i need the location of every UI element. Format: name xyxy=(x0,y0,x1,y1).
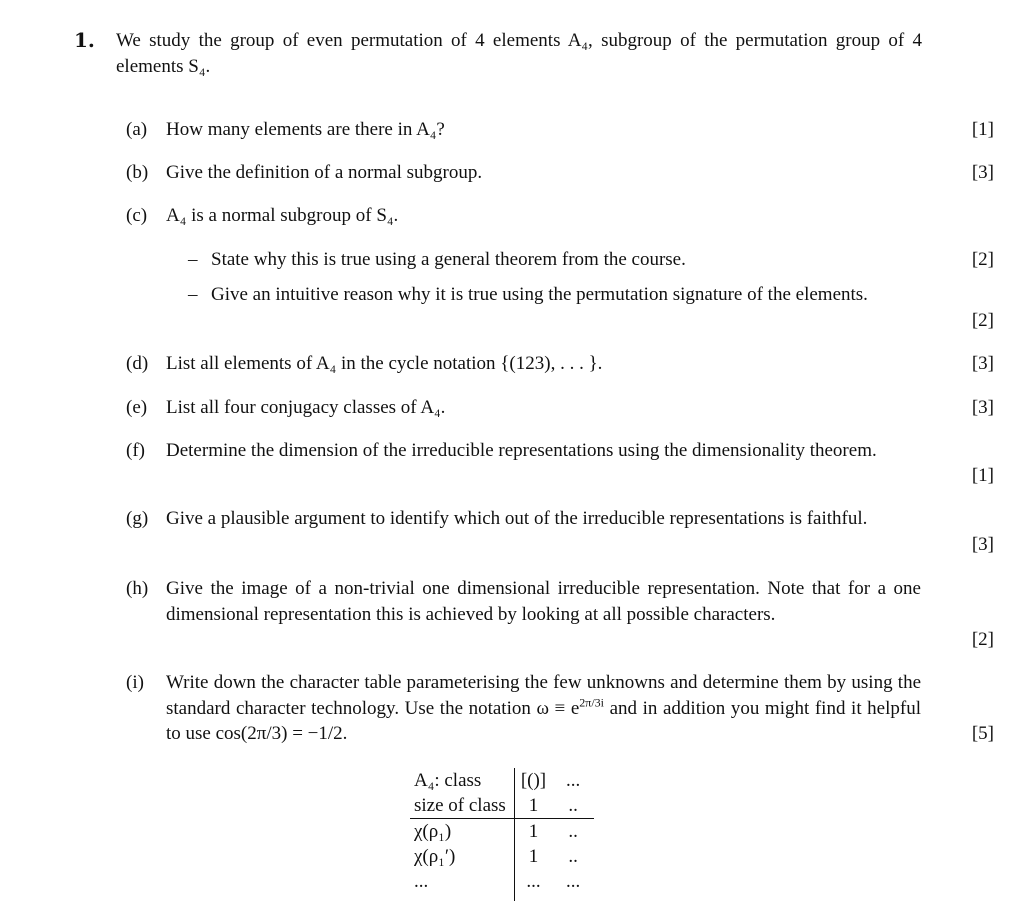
marks-a: [1] xyxy=(971,119,994,140)
marks-f: [1] xyxy=(971,465,994,486)
table-cell: ... xyxy=(514,869,552,901)
part-text: Give a plausible argument to identify which out of the irreducible representations is faithful. xyxy=(166,508,868,529)
sub-text: State why this is true using a general theorem from the course. xyxy=(211,249,686,270)
part-a xyxy=(126,117,921,143)
part-text xyxy=(166,670,921,747)
table-cell: 1 xyxy=(514,793,552,819)
part-label: (d) xyxy=(126,353,149,374)
exponent: 2π/3i xyxy=(579,695,605,710)
bullet-dash: – xyxy=(188,249,198,270)
table-cell: .. xyxy=(552,793,594,819)
bullet-dash: – xyxy=(188,284,198,305)
table-cell: χ(ρ₁′) xyxy=(414,846,456,867)
table-row xyxy=(410,793,594,819)
marks-d: [3] xyxy=(971,353,994,374)
part-d xyxy=(126,351,921,377)
table-cell: 1 xyxy=(514,819,552,845)
question-intro: We study the group of even permutation of 4 elements A₄, subgroup of the permutation group of 4 elements S₄. xyxy=(116,30,922,77)
table-cell: χ(ρ₁) xyxy=(414,821,452,842)
part-c-sub-1 xyxy=(188,247,921,273)
part-f xyxy=(126,438,921,464)
part-label: (h) xyxy=(126,578,149,599)
question-number: 1. xyxy=(74,28,95,52)
table-row xyxy=(410,819,594,845)
marks-c-2: [2] xyxy=(971,310,994,331)
part-text: Determine the dimension of the irreducible representations using the dimensionality theorem. xyxy=(166,440,877,461)
sub-text: Give an intuitive reason why it is true using the permutation signature of the elements. xyxy=(211,284,868,305)
table-row xyxy=(410,844,594,869)
part-c-sub-2 xyxy=(188,282,921,308)
part-text: List all four conjugacy classes of A₄. xyxy=(166,397,446,418)
table-cell: size of class xyxy=(410,793,514,819)
marks-h: [2] xyxy=(971,629,994,650)
part-text: Give the image of a non-trivial one dimensional irreducible representation. Note that for a one dimensional representation this is achieved by looking at all possible characters. xyxy=(166,578,921,625)
table-cell: .. xyxy=(568,821,578,842)
table-cell: ... xyxy=(414,871,429,892)
part-label: (a) xyxy=(126,119,148,140)
part-text: Give the definition of a normal subgroup. xyxy=(166,162,483,183)
table-row xyxy=(410,869,594,901)
table-cell: .. xyxy=(568,846,578,867)
marks-b: [3] xyxy=(971,162,994,183)
part-b xyxy=(126,160,921,186)
part-g xyxy=(126,506,921,532)
part-text: How many elements are there in A₄? xyxy=(166,119,445,140)
part-label: (c) xyxy=(126,205,148,226)
table-cell: ... xyxy=(566,770,581,791)
table-cell: 1 xyxy=(514,844,552,869)
part-label: (g) xyxy=(126,508,149,529)
table-cell: [()] xyxy=(514,768,552,793)
part-i xyxy=(126,670,921,747)
marks-e: [3] xyxy=(971,397,994,418)
part-text: List all elements of A₄ in the cycle notation {(123), . . . }. xyxy=(166,353,603,374)
part-h xyxy=(126,576,921,627)
part-label: (f) xyxy=(126,440,145,461)
part-text: A₄ is a normal subgroup of S₄. xyxy=(166,205,399,226)
part-label: (e) xyxy=(126,397,148,418)
marks-g: [3] xyxy=(971,534,994,555)
marks-i: [5] xyxy=(971,723,994,744)
part-e xyxy=(126,395,921,421)
part-i-text-before: Write down the character table parameterising the few unknowns and determine them by using the standard character technology. Use the notation ω ≡ e xyxy=(166,672,921,719)
table-cell: ... xyxy=(566,871,581,892)
character-table xyxy=(410,768,594,901)
part-label: (i) xyxy=(126,672,144,693)
table-cell: A₄: class xyxy=(414,770,482,791)
part-label: (b) xyxy=(126,162,149,183)
part-i-text-after: and in addition you might find it helpful to use cos(2π/3) = −1/2. xyxy=(166,697,921,744)
part-c xyxy=(126,203,921,229)
table-row xyxy=(410,768,594,793)
marks-c-1: [2] xyxy=(971,249,994,270)
